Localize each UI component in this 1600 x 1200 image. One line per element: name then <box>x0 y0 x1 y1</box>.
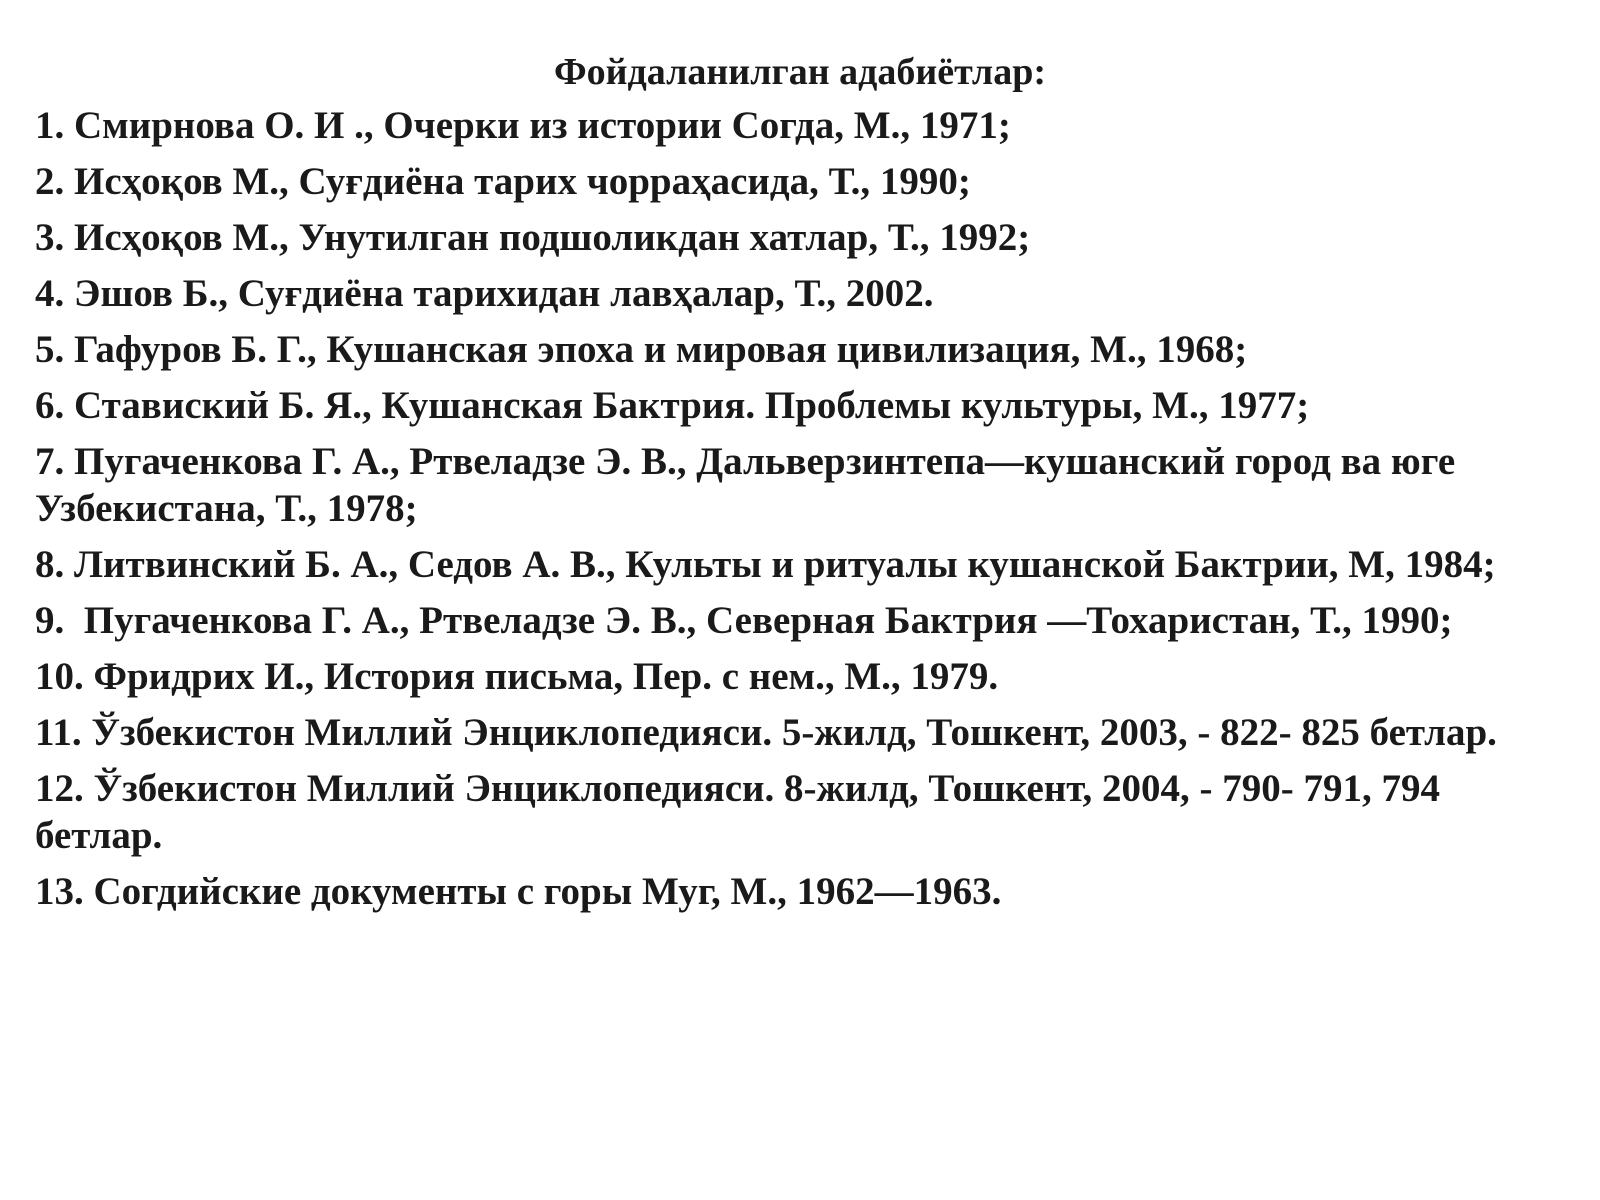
reference-item: 8. Литвинский Б. А., Седов А. В., Культы и ритуалы кушанской Бактрии, М, 1984; <box>35 543 1496 586</box>
reference-list <box>35 102 1565 924</box>
page-title: Фойдаланилган адабиётлар: <box>554 51 1046 93</box>
reference-item: 3. Исҳоқов М., Унутилган подшоликдан хатлар, Т., 1992; <box>35 216 1031 259</box>
reference-item: 13. Согдийские документы с горы Муг, М., 1962—1963. <box>35 870 1002 913</box>
reference-item: 6. Ставиский Б. Я., Кушанская Бактрия. Проблемы культуры, М., 1977; <box>35 384 1310 427</box>
reference-item: 10. Фридрих И., История письма, Пер. с нем., М., 1979. <box>35 655 999 698</box>
reference-item: 11. Ўзбекистон Миллий Энциклопедияси. 5-жилд, Тошкент, 2003, - 822- 825 бетлар. <box>35 711 1497 754</box>
reference-item: 5. Гафуров Б. Г., Кушанская эпоха и мировая цивилизация, М., 1968; <box>35 328 1248 371</box>
reference-item: 7. Пугаченкова Г. А., Ртвеладзе Э. В., Дальверзинтепа—кушанский город ва юге Узбекистана, Т., 1978; <box>35 440 1465 530</box>
reference-item: 12. Ўзбекистон Миллий Энциклопедияси. 8-жилд, Тошкент, 2004, - 790- 791, 794 бетлар. <box>35 767 1450 857</box>
reference-item: 4. Эшов Б., Суғдиёна тарихидан лавҳалар, Т., 2002. <box>35 272 934 315</box>
reference-item: 9. Пугаченкова Г. А., Ртвеладзе Э. В., Северная Бактрия —Тохаристан, Т., 1990; <box>35 599 1453 642</box>
reference-item: 2. Исҳоқов М., Суғдиёна тарих чорраҳасида, Т., 1990; <box>35 160 971 203</box>
reference-item: 1. Смирнова О. И ., Очерки из истории Согда, М., 1971; <box>35 104 1011 147</box>
